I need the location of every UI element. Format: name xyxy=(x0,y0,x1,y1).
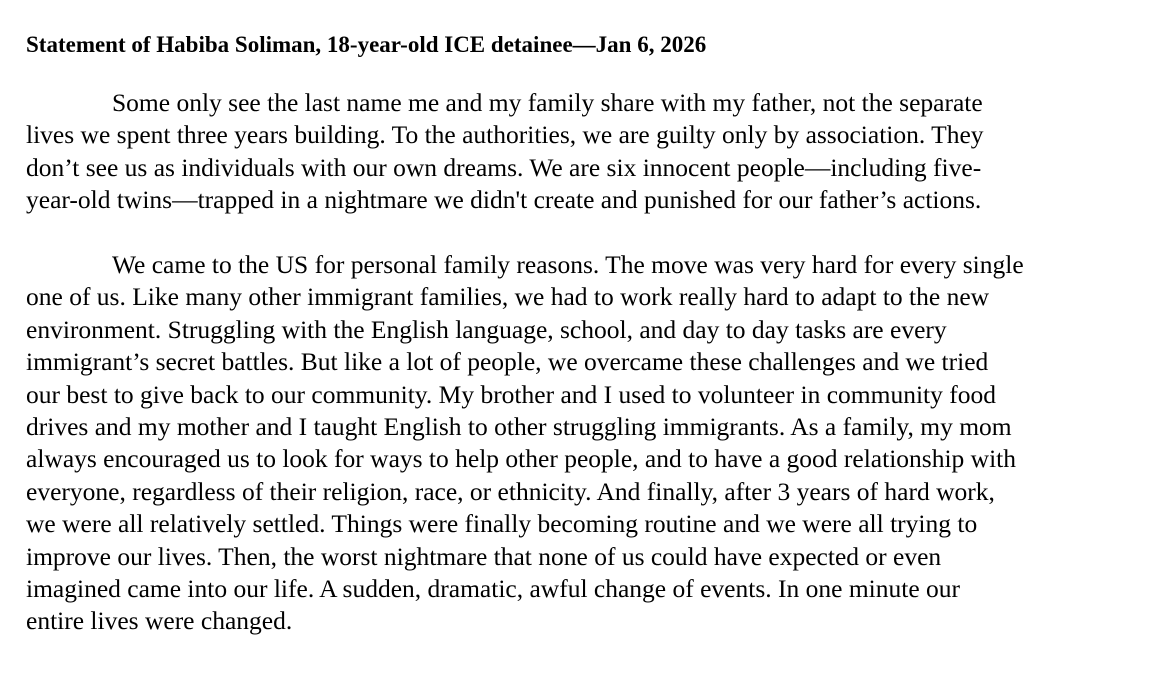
paragraph-line: always encouraged us to look for ways to help other people, and to have a good relationship with xyxy=(26,444,1016,474)
paragraph-line: We came to the US for personal family reasons. The move was very hard for every single xyxy=(112,250,1024,280)
paragraph-line: everyone, regardless of their religion, race, or ethnicity. And finally, after 3 years of hard work, xyxy=(26,476,995,506)
paragraph-line: improve our lives. Then, the worst nightmare that none of us could have expected or even xyxy=(26,541,942,571)
paragraph-1 xyxy=(26,87,1138,217)
statement-title: Statement of Habiba Soliman, 18-year-old ICE detainee—Jan 6, 2026 xyxy=(26,32,707,57)
paragraph-line: environment. Struggling with the English language, school, and day to day tasks are every xyxy=(26,314,947,344)
paragraph-line: entire lives were changed. xyxy=(26,606,293,636)
paragraph-line: we were all relatively settled. Things were finally becoming routine and we were all trying to xyxy=(26,509,978,539)
paragraph-line: immigrant’s secret battles. But like a lot of people, we overcame these challenges and we tried xyxy=(26,347,989,377)
paragraph-line: don’t see us as individuals with our own dreams. We are six innocent people—including five- xyxy=(26,152,982,182)
paragraph-line: year-old twins—trapped in a nightmare we didn't create and punished for our father’s actions. xyxy=(26,185,982,215)
paragraph-line: lives we spent three years building. To the authorities, we are guilty only by association. They xyxy=(26,120,984,150)
paragraph-line: drives and my mother and I taught English to other struggling immigrants. As a family, my mom xyxy=(26,412,1012,442)
paragraph-line: imagined came into our life. A sudden, dramatic, awful change of events. In one minute our xyxy=(26,574,961,604)
paragraph-line: our best to give back to our community. My brother and I used to volunteer in community food xyxy=(26,379,996,409)
paragraph-2 xyxy=(26,249,1138,638)
paragraph-line: one of us. Like many other immigrant families, we had to work really hard to adapt to the new xyxy=(26,282,990,312)
paragraph-line: Some only see the last name me and my family share with my father, not the separate xyxy=(112,88,983,117)
